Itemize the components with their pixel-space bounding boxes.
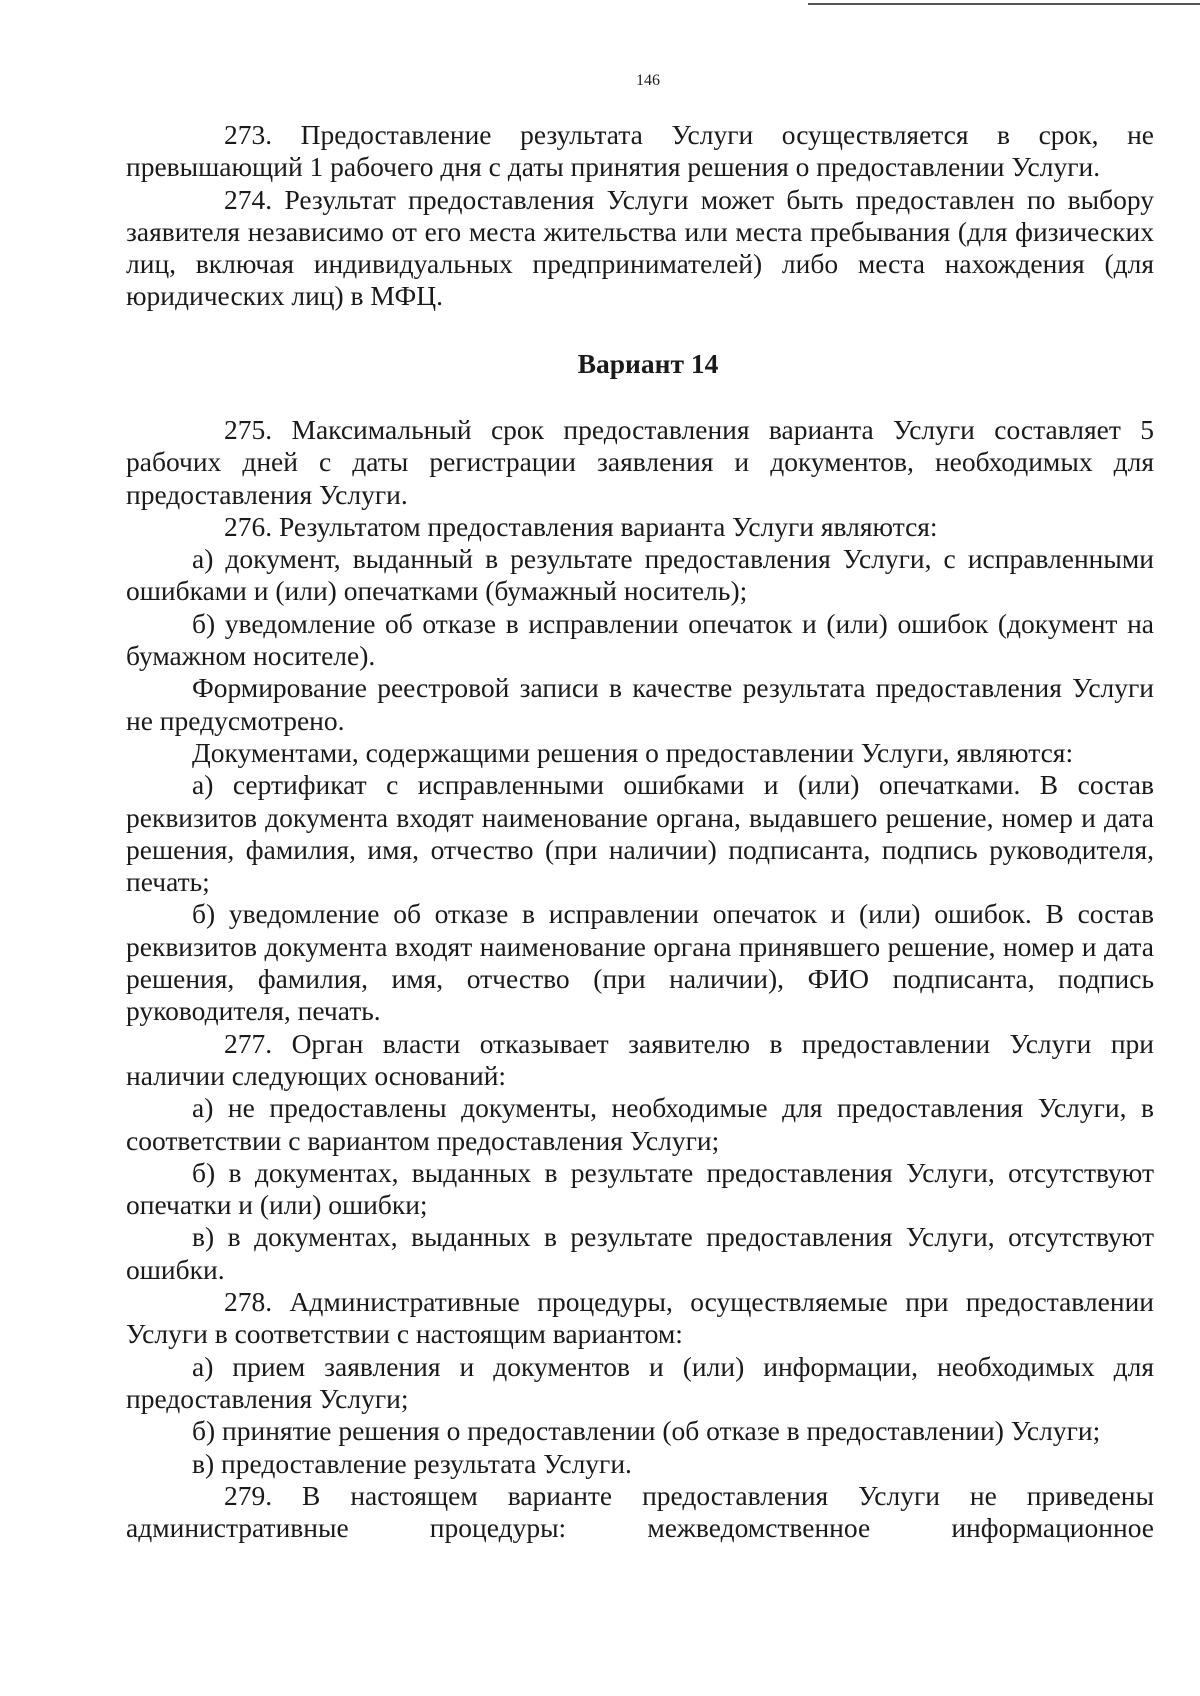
section-before (126, 119, 1154, 313)
section-heading: Вариант 14 (577, 348, 719, 379)
section-after (126, 414, 1154, 1544)
paragraph-278: 278. Административные процедуры, осуществляемые при предоставлении Услуги в соответствии с настоящим вариантом: (126, 1286, 1154, 1350)
list-item: а) не предоставлены документы, необходимые для предоставления Услуги, в соответствии с вариантом предоставления Услуги; (126, 1092, 1154, 1156)
paragraph: Документами, содержащими решения о предоставлении Услуги, являются: (192, 736, 1074, 768)
list-item: б) в документах, выданных в результате предоставления Услуги, отсутствуют опечатки и (или) ошибки; (126, 1156, 1154, 1221)
paragraph-279: 279. В настоящем варианте предоставления Услуги не приведены административные процедуры: межведомственное информационное (126, 1479, 1154, 1544)
top-rule (808, 3, 1200, 5)
list-item: а) сертификат с исправленными ошибками и (или) опечатками. В состав реквизитов документа входят наименование органа, выдавшего решение, номер и дата решения, фамилия, имя, отчество (при наличии) подписанта, подпись руководителя, печать; (126, 769, 1154, 898)
paragraph-275: 275. Максимальный срок предоставления варианта Услуги составляет 5 рабочих дней с даты регистрации заявления и документов, необходимых для предоставления Услуги. (126, 414, 1154, 510)
paragraph-274: 274. Результат предоставления Услуги может быть предоставлен по выбору заявителя независимо от его места жительства или места пребывания (для физических лиц, включая индивидуальных предпринимателей) либо места нахождения (для юридических лиц) в МФЦ. (126, 183, 1154, 312)
list-item: б) уведомление об отказе в исправлении опечаток и (или) ошибок (документ на бумажном носителе). (126, 607, 1154, 672)
list-item: б) уведомление об отказе в исправлении опечаток и (или) ошибок. В состав реквизитов документа входят наименование органа принявшего решение, номер и дата решения, фамилия, имя, отчество (при наличии), ФИО подписанта, подпись руководителя, печать. (126, 898, 1154, 1027)
page-number: 146 (636, 72, 660, 89)
list-item: в) в документах, выданных в результате предоставления Услуги, отсутствуют ошибки. (126, 1221, 1154, 1285)
paragraph-277: 277. Орган власти отказывает заявителю в предоставлении Услуги при наличии следующих оснований: (126, 1027, 1154, 1091)
paragraph-273: 273. Предоставление результата Услуги осуществляется в срок, не превышающий 1 рабочего дня с даты принятия решения о предоставлении Услуги. (126, 119, 1154, 183)
paragraph-276: 276. Результатом предоставления варианта Услуги являются: (224, 510, 938, 542)
paragraph: Формирование реестровой записи в качестве результата предоставления Услуги не предусмотрено. (126, 672, 1154, 736)
list-item: а) документ, выданный в результате предоставления Услуги, с исправленными ошибками и (или) опечатками (бумажный носитель); (126, 543, 1154, 607)
list-item: б) принятие решения о предоставлении (об отказе в предоставлении) Услуги; (192, 1415, 1101, 1447)
list-item: в) предоставление результата Услуги. (192, 1447, 632, 1479)
list-item: а) прием заявления и документов и (или) информации, необходимых для предоставления Услуги; (126, 1350, 1154, 1414)
